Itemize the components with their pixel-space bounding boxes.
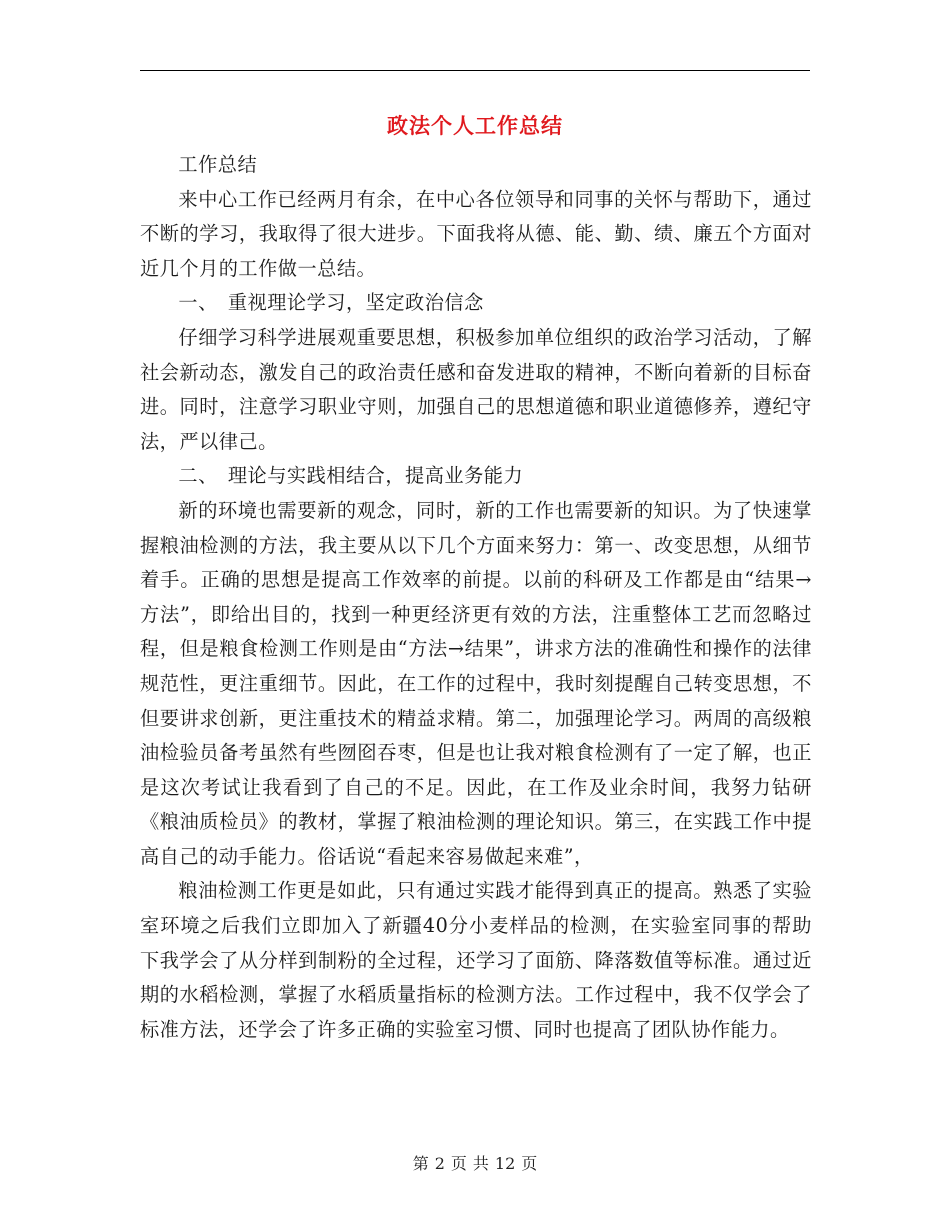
footer-page-label: 第 xyxy=(412,1154,429,1173)
footer-total-unit: 页 xyxy=(521,1154,538,1173)
document-body xyxy=(140,148,812,1047)
document-title: 政法个人工作总结 xyxy=(387,113,563,138)
paragraph-section-1: 仔细学习科学进展观重要思想，积极参加单位组织的政治学习活动，了解社会新动态，激发自己的政治责任感和奋发进取的精神，不断向着新的目标奋进。同时，注意学习职业守则，加强自己的思想道德和职业道德修养，遵纪守法，严以律己。 xyxy=(140,325,812,453)
section-heading-2: 二、 理论与实践相结合，提高业务能力 xyxy=(178,464,524,488)
header-rule xyxy=(140,70,810,71)
footer-total-pages: 12 xyxy=(494,1154,516,1173)
footer-total-label: 共 xyxy=(472,1154,489,1173)
paragraph-heading: 工作总结 xyxy=(178,153,258,176)
page-footer xyxy=(0,1152,950,1176)
footer-current-page: 2 xyxy=(434,1154,445,1173)
section-heading-1: 一、 重视理论学习，坚定政治信念 xyxy=(178,291,484,315)
paragraph-intro: 来中心工作已经两月有余，在中心各位领导和同事的关怀与帮助下，通过不断的学习，我取得了很大进步。下面我将从德、能、勤、绩、廉五个方面对近几个月的工作做一总结。 xyxy=(140,187,812,280)
footer-page-unit: 页 xyxy=(450,1154,467,1173)
paragraph-section-2-continued: 粮油检测工作更是如此，只有通过实践才能得到真正的提高。熟悉了实验室环境之后我们立即加入了新疆40分小麦样品的检测，在实验室同事的帮助下我学会了从分样到制粉的全过程，还学习了面筋、降落数值等标准。通过近期的水稻检测，掌握了水稻质量指标的检测方法。工作过程中，我不仅学会了标准方法，还学会了许多正确的实验室习惯、同时也提高了团队协作能力。 xyxy=(140,879,812,1041)
paragraph-section-2: 新的环境也需要新的观念，同时，新的工作也需要新的知识。为了快速掌握粮油检测的方法，我主要从以下几个方面来努力：第一、改变思想，从细节着手。正确的思想是提高工作效率的前提。以前的科研及工作都是由“结果→方法”，即给出目的，找到一种更经济更有效的方法，注重整体工艺而忽略过程，但是粮食检测工作则是由“方法→结果”，讲求方法的准确性和操作的法律规范性，更注重细节。因此，在工作的过程中，我时刻提醒自己转变思想，不但要讲求创新，更注重技术的精益求精。第二，加强理论学习。两周的高级粮油检验员备考虽然有些囫囵吞枣，但是也让我对粮食检测有了一定了解，也正是这次考试让我看到了自己的不足。因此，在工作及业余时间，我努力钻研《粮油质检员》的教材，掌握了粮油检测的理论知识。第三，在实践工作中提高自己的动手能力。俗话说“看起来容易做起来难”， xyxy=(140,498,812,868)
